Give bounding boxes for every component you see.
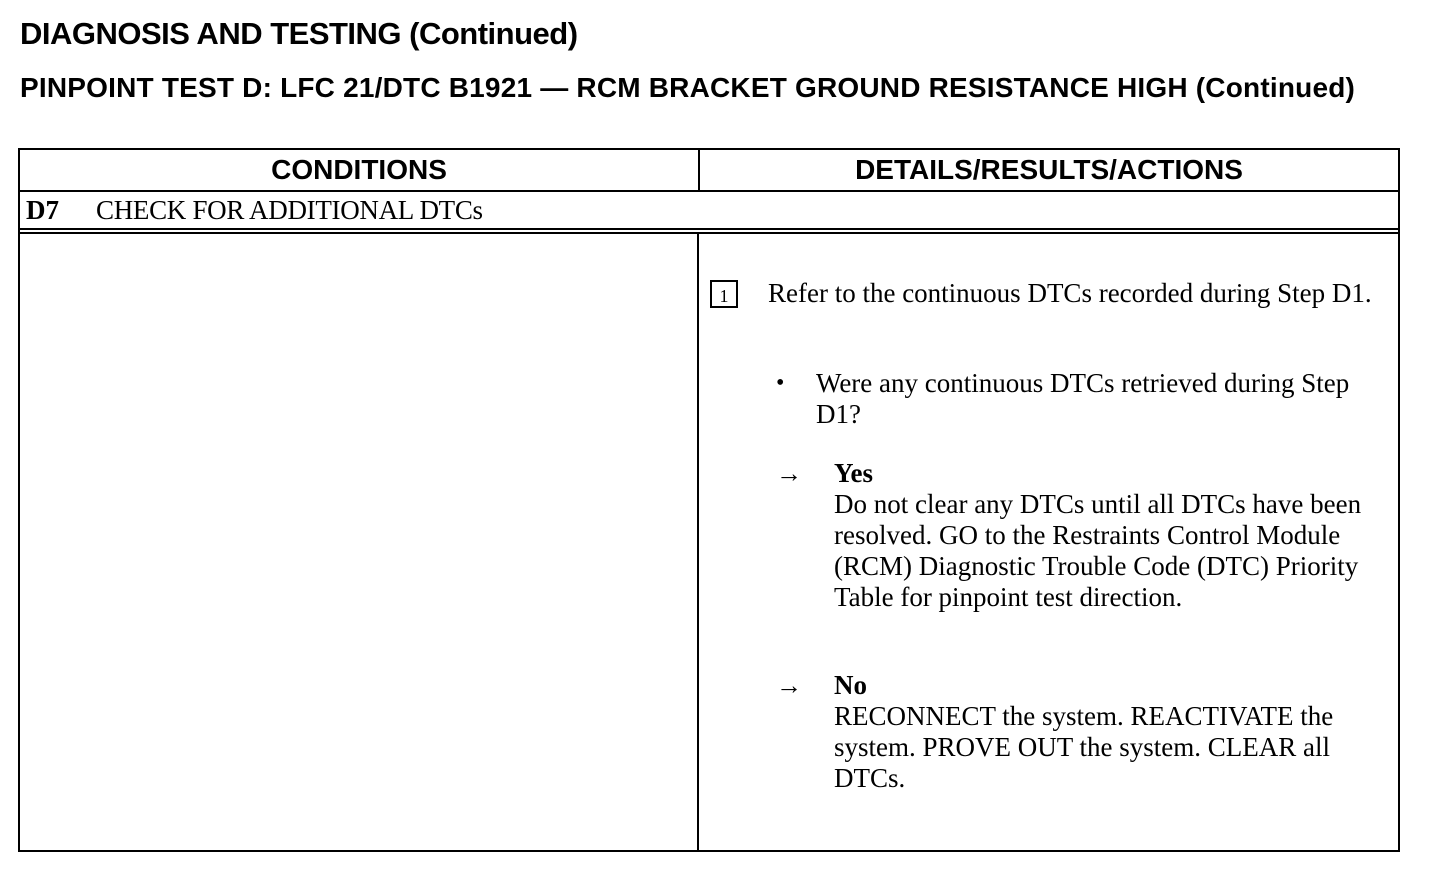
yes-action-text: Do not clear any DTCs until all DTCs have been resolved. GO to the Restraints Control Module (RCM) Diagnostic Trouble Code (DTC) Priority Table for pinpoint test direction. (834, 489, 1362, 612)
question-text: Were any continuous DTCs retrieved during Step D1? (816, 368, 1350, 429)
column-divider (697, 234, 699, 850)
step-title: CHECK FOR ADDITIONAL DTCs (96, 194, 483, 225)
no-label: No (834, 670, 867, 700)
arrow-right-icon: → (776, 671, 802, 700)
step-row (20, 192, 1398, 228)
no-action-text: RECONNECT the system. REACTIVATE the system. PROVE OUT the system. CLEAR all DTCs. (834, 701, 1334, 793)
details-results-actions-header: DETAILS/RESULTS/ACTIONS (855, 154, 1243, 185)
conditions-header: CONDITIONS (20, 150, 700, 190)
arrow-right-icon: → (776, 459, 802, 488)
bullet-icon: • (776, 370, 785, 396)
instruction-text: Refer to the continuous DTCs recorded during Step D1. (768, 278, 1372, 308)
item-number-box: 1 (710, 280, 738, 308)
yes-label: Yes (834, 458, 873, 488)
step-divider-double (20, 232, 1398, 234)
section-title: DIAGNOSIS AND TESTING (Continued) (20, 16, 578, 51)
step-id: D7 (26, 194, 59, 225)
step-divider (20, 228, 1398, 230)
pinpoint-test-title: PINPOINT TEST D: LFC 21/DTC B1921 — RCM BRACKET GROUND RESISTANCE HIGH (Continued) (20, 72, 1356, 103)
pinpoint-test-table (18, 148, 1400, 852)
